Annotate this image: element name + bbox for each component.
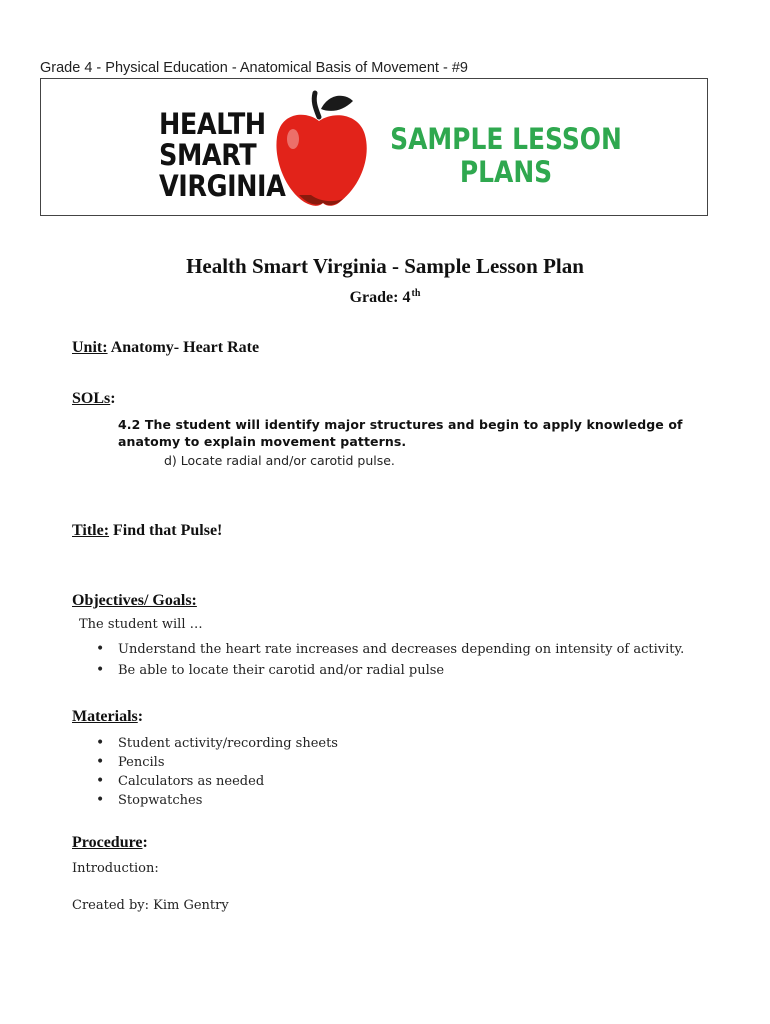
unit-label: Unit: (72, 339, 108, 356)
sols-heading (72, 390, 116, 408)
sol-standard-line: 4.2 The student will identify major structures and begin to apply knowledge of (118, 417, 683, 432)
procedure-introduction: Introduction: (72, 861, 159, 876)
grade-line (0, 288, 770, 307)
procedure-colon: : (142, 834, 148, 851)
sols-label: SOLs (72, 390, 111, 407)
materials-colon: : (137, 708, 144, 725)
objectives-label: Objectives/ Goals: (72, 592, 197, 609)
header-banner (40, 78, 708, 216)
tagline-line: SAMPLE LESSON (390, 122, 622, 156)
list-item: • Calculators as needed (96, 772, 338, 791)
objectives-heading (72, 592, 197, 610)
materials-label: Materials (72, 708, 138, 725)
unit-line (72, 339, 259, 357)
tagline-line: PLANS (459, 155, 553, 189)
list-item: • Be able to locate their carotid and/or radial pulse (96, 660, 684, 681)
apple-icon (269, 87, 373, 213)
procedure-heading (72, 834, 148, 852)
unit-value: Anatomy- Heart Rate (110, 339, 260, 356)
list-item: • Pencils (96, 753, 338, 772)
lesson-title-label: Title: (72, 522, 110, 539)
grade-suffix: th (411, 288, 421, 299)
lesson-title-value: Find that Pulse! (113, 522, 223, 539)
created-by: Created by: Kim Gentry (72, 898, 229, 913)
health-smart-virginia-logo (159, 109, 285, 202)
materials-heading (72, 708, 143, 726)
logo-line: SMART (159, 138, 257, 172)
list-item: • Student activity/recording sheets (96, 734, 338, 753)
procedure-label: Procedure (72, 834, 143, 851)
objectives-list (96, 639, 684, 681)
lesson-title-line (72, 522, 222, 540)
document-title: Health Smart Virginia - Sample Lesson Plan (186, 254, 584, 278)
sample-lesson-plans-tagline (390, 123, 622, 189)
running-header: Grade 4 - Physical Education - Anatomical Basis of Movement - #9 (40, 60, 468, 76)
grade-label: Grade: 4 (349, 289, 411, 306)
logo-line: HEALTH (159, 107, 266, 141)
objectives-intro: The student will … (79, 617, 203, 632)
logo-line: VIRGINIA (159, 169, 286, 203)
sol-sub-item: d) Locate radial and/or carotid pulse. (164, 453, 395, 468)
materials-list (96, 734, 338, 810)
list-item: • Understand the heart rate increases and decreases depending on intensity of activity. (96, 639, 684, 660)
sols-colon: : (110, 390, 116, 407)
list-item: • Stopwatches (96, 791, 338, 810)
sol-standard-line: anatomy to explain movement patterns. (118, 434, 407, 449)
